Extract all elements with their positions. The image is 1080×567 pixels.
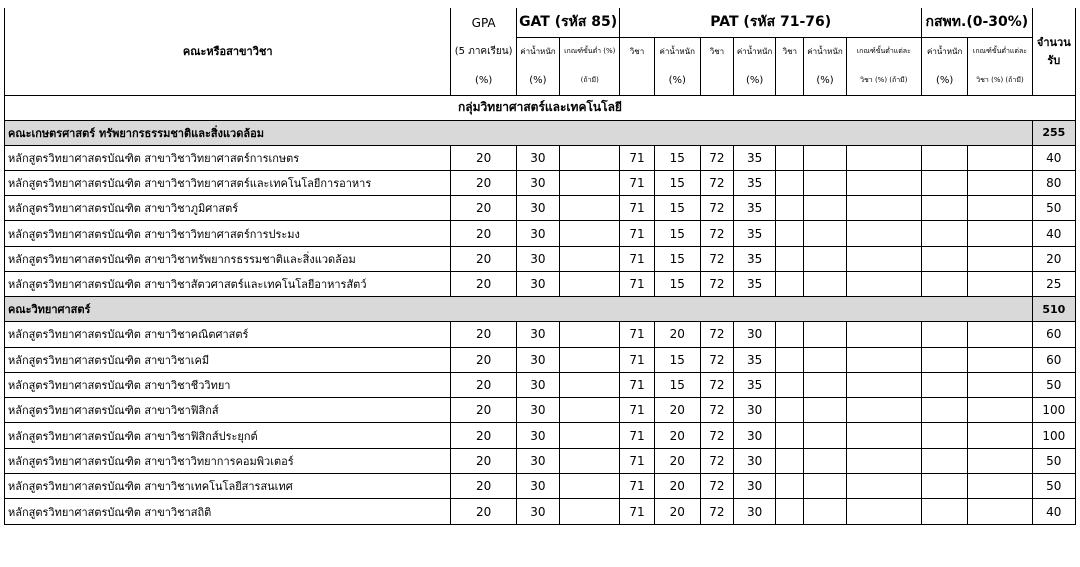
cell-pat-subject-1: 71 [620, 372, 654, 397]
program-name: หลักสูตรวิทยาศาสตรบัณฑิต สาขาวิชาวิทยาศาสตร์และเทคโนโลยีการอาหาร [5, 170, 451, 195]
cell-onet-weight [922, 347, 968, 372]
cell-pat-subject-2: 72 [700, 196, 733, 221]
cell-pat-subject-3 [776, 246, 804, 271]
cell-gpa: 20 [451, 372, 516, 397]
header-pat-weight-3: ค่าน้ำหนัก [804, 37, 846, 66]
cell-pat-min [846, 398, 921, 423]
cell-count: 60 [1032, 322, 1075, 347]
cell-gpa: 20 [451, 145, 516, 170]
cell-onet-weight [922, 145, 968, 170]
header-pat: PAT (รหัส 71-76) [620, 8, 922, 37]
cell-onet-weight [922, 196, 968, 221]
header-pat-subject-3-blank [776, 66, 804, 95]
cell-pat-min [846, 145, 921, 170]
cell-pat-weight-1: 15 [654, 246, 700, 271]
cell-pat-weight-2: 30 [734, 398, 776, 423]
cell-pat-subject-3 [776, 347, 804, 372]
cell-gat-weight: 30 [516, 322, 559, 347]
cell-onet-min [968, 246, 1032, 271]
admission-table-container [4, 8, 1076, 525]
header-count [1032, 8, 1075, 95]
faculty-name: คณะวิทยาศาสตร์ [5, 297, 1033, 322]
cell-onet-min [968, 423, 1032, 448]
cell-pat-subject-2: 72 [700, 322, 733, 347]
cell-count: 60 [1032, 347, 1075, 372]
cell-pat-weight-3 [804, 499, 846, 524]
header-onet-min: เกณฑ์ขั้นต่ำแต่ละ [968, 37, 1032, 66]
cell-gat-weight: 30 [516, 474, 559, 499]
program-name: หลักสูตรวิทยาศาสตรบัณฑิต สาขาวิชาฟิสิกส์ [5, 398, 451, 423]
cell-onet-weight [922, 499, 968, 524]
cell-pat-weight-2: 30 [734, 474, 776, 499]
cell-gat-weight: 30 [516, 196, 559, 221]
cell-pat-subject-2: 72 [700, 347, 733, 372]
cell-pat-weight-2: 35 [734, 145, 776, 170]
program-name: หลักสูตรวิทยาศาสตรบัณฑิต สาขาวิชาภูมิศาสตร์ [5, 196, 451, 221]
cell-gat-min [560, 423, 620, 448]
header-gpa-pct: (%) [451, 66, 516, 95]
faculty-total: 510 [1032, 297, 1075, 322]
group-title: กลุ่มวิทยาศาสตร์และเทคโนโลยี [5, 95, 1076, 120]
cell-pat-weight-1: 15 [654, 221, 700, 246]
cell-gat-min [560, 474, 620, 499]
cell-gat-min [560, 246, 620, 271]
program-name: หลักสูตรวิทยาศาสตรบัณฑิต สาขาวิชาฟิสิกส์ประยุกต์ [5, 423, 451, 448]
cell-pat-weight-2: 35 [734, 170, 776, 195]
cell-count: 100 [1032, 398, 1075, 423]
faculty-row [5, 120, 1076, 145]
cell-gat-weight: 30 [516, 271, 559, 296]
header-gat-weight: ค่าน้ำหนัก [516, 37, 559, 66]
cell-onet-weight [922, 271, 968, 296]
cell-onet-weight [922, 246, 968, 271]
cell-onet-min [968, 347, 1032, 372]
cell-pat-subject-1: 71 [620, 246, 654, 271]
cell-pat-subject-2: 72 [700, 271, 733, 296]
cell-pat-subject-3 [776, 322, 804, 347]
program-name: หลักสูตรวิทยาศาสตรบัณฑิต สาขาวิชาวิทยาศาสตร์การเกษตร [5, 145, 451, 170]
cell-pat-weight-1: 15 [654, 271, 700, 296]
cell-count: 20 [1032, 246, 1075, 271]
cell-pat-subject-2: 72 [700, 170, 733, 195]
cell-onet-min [968, 499, 1032, 524]
cell-pat-weight-3 [804, 271, 846, 296]
table-row [5, 246, 1076, 271]
cell-pat-weight-1: 15 [654, 372, 700, 397]
cell-onet-min [968, 196, 1032, 221]
cell-pat-subject-3 [776, 271, 804, 296]
program-name: หลักสูตรวิทยาศาสตรบัณฑิต สาขาวิชาชีววิทยา [5, 372, 451, 397]
cell-pat-weight-2: 35 [734, 221, 776, 246]
cell-onet-min [968, 474, 1032, 499]
cell-pat-subject-2: 72 [700, 474, 733, 499]
cell-pat-weight-2: 30 [734, 499, 776, 524]
cell-onet-min [968, 322, 1032, 347]
cell-pat-weight-3 [804, 145, 846, 170]
cell-gat-weight: 30 [516, 423, 559, 448]
cell-gpa: 20 [451, 246, 516, 271]
header-onet-weight-pct: (%) [922, 66, 968, 95]
cell-pat-min [846, 246, 921, 271]
table-row [5, 398, 1076, 423]
header-pat-min: เกณฑ์ขั้นต่ำแต่ละ [846, 37, 921, 66]
cell-pat-subject-3 [776, 145, 804, 170]
table-row [5, 170, 1076, 195]
program-name: หลักสูตรวิทยาศาสตรบัณฑิต สาขาวิชาสัตวศาสตร์และเทคโนโลยีอาหารสัตว์ [5, 271, 451, 296]
cell-gat-weight: 30 [516, 347, 559, 372]
cell-gpa: 20 [451, 170, 516, 195]
table-row [5, 372, 1076, 397]
cell-gat-weight: 30 [516, 145, 559, 170]
cell-gat-weight: 30 [516, 398, 559, 423]
cell-onet-weight [922, 221, 968, 246]
cell-pat-subject-3 [776, 196, 804, 221]
table-body [5, 120, 1076, 524]
cell-pat-min [846, 196, 921, 221]
header-gat: GAT (รหัส 85) [516, 8, 620, 37]
cell-onet-weight [922, 398, 968, 423]
cell-gpa: 20 [451, 196, 516, 221]
header-onet-min-sub: วิชา (%) (ถ้ามี) [968, 66, 1032, 95]
cell-onet-weight [922, 474, 968, 499]
cell-pat-weight-3 [804, 474, 846, 499]
table-row [5, 322, 1076, 347]
table-row [5, 448, 1076, 473]
cell-pat-weight-2: 30 [734, 423, 776, 448]
cell-gpa: 20 [451, 221, 516, 246]
cell-onet-weight [922, 423, 968, 448]
table-row [5, 196, 1076, 221]
program-name: หลักสูตรวิทยาศาสตรบัณฑิต สาขาวิชาสถิติ [5, 499, 451, 524]
cell-pat-weight-2: 35 [734, 347, 776, 372]
cell-gat-weight: 30 [516, 246, 559, 271]
header-gat-min: เกณฑ์ขั้นต่ำ (%) [560, 37, 620, 66]
cell-pat-subject-1: 71 [620, 423, 654, 448]
cell-pat-min [846, 423, 921, 448]
cell-pat-subject-1: 71 [620, 221, 654, 246]
cell-pat-weight-1: 15 [654, 170, 700, 195]
faculty-row [5, 297, 1076, 322]
cell-count: 100 [1032, 423, 1075, 448]
cell-pat-subject-1: 71 [620, 170, 654, 195]
cell-onet-weight [922, 322, 968, 347]
cell-pat-weight-3 [804, 448, 846, 473]
cell-gpa: 20 [451, 499, 516, 524]
cell-gat-min [560, 170, 620, 195]
cell-pat-subject-1: 71 [620, 322, 654, 347]
cell-pat-weight-2: 35 [734, 372, 776, 397]
program-name: หลักสูตรวิทยาศาสตรบัณฑิต สาขาวิชาคณิตศาสตร์ [5, 322, 451, 347]
cell-pat-weight-3 [804, 322, 846, 347]
cell-count: 50 [1032, 196, 1075, 221]
cell-gat-min [560, 322, 620, 347]
cell-gpa: 20 [451, 423, 516, 448]
cell-pat-subject-2: 72 [700, 145, 733, 170]
cell-pat-min [846, 271, 921, 296]
table-row [5, 474, 1076, 499]
header-gpa-sub: (5 ภาคเรียน) [451, 37, 516, 66]
table-row [5, 423, 1076, 448]
faculty-total: 255 [1032, 120, 1075, 145]
cell-pat-subject-1: 71 [620, 271, 654, 296]
header-pat-subject-2: วิชา [700, 37, 733, 66]
table-row [5, 347, 1076, 372]
faculty-name: คณะเกษตรศาสตร์ ทรัพยากรธรรมชาติและสิ่งแวดล้อม [5, 120, 1033, 145]
cell-gat-weight: 30 [516, 372, 559, 397]
table-row [5, 499, 1076, 524]
cell-pat-weight-1: 15 [654, 145, 700, 170]
header-pat-weight-1: ค่าน้ำหนัก [654, 37, 700, 66]
cell-pat-subject-1: 71 [620, 145, 654, 170]
cell-pat-min [846, 221, 921, 246]
cell-pat-min [846, 170, 921, 195]
cell-onet-min [968, 145, 1032, 170]
cell-pat-weight-2: 35 [734, 246, 776, 271]
header-gat-min-sub: (ถ้ามี) [560, 66, 620, 95]
cell-onet-weight [922, 170, 968, 195]
cell-pat-weight-3 [804, 170, 846, 195]
cell-onet-min [968, 221, 1032, 246]
cell-onet-weight [922, 372, 968, 397]
cell-gpa: 20 [451, 448, 516, 473]
cell-pat-subject-1: 71 [620, 398, 654, 423]
cell-pat-weight-2: 30 [734, 322, 776, 347]
admission-criteria-table [4, 8, 1076, 525]
cell-pat-weight-2: 30 [734, 448, 776, 473]
cell-count: 25 [1032, 271, 1075, 296]
header-count-line1: จำนวน [1036, 36, 1071, 50]
cell-pat-subject-2: 72 [700, 398, 733, 423]
cell-pat-subject-2: 72 [700, 221, 733, 246]
cell-count: 40 [1032, 221, 1075, 246]
cell-pat-weight-3 [804, 423, 846, 448]
cell-pat-min [846, 499, 921, 524]
cell-gpa: 20 [451, 347, 516, 372]
cell-gat-min [560, 398, 620, 423]
cell-gat-min [560, 145, 620, 170]
table-row [5, 145, 1076, 170]
cell-pat-weight-1: 20 [654, 423, 700, 448]
cell-pat-subject-2: 72 [700, 448, 733, 473]
program-name: หลักสูตรวิทยาศาสตรบัณฑิต สาขาวิชาเทคโนโลยีสารสนเทศ [5, 474, 451, 499]
header-pat-weight-2-pct: (%) [734, 66, 776, 95]
cell-gpa: 20 [451, 398, 516, 423]
cell-pat-weight-2: 35 [734, 196, 776, 221]
cell-gat-weight: 30 [516, 499, 559, 524]
cell-gat-weight: 30 [516, 221, 559, 246]
table-header [5, 8, 1076, 120]
program-name: หลักสูตรวิทยาศาสตรบัณฑิต สาขาวิชาทรัพยากรธรรมชาติและสิ่งแวดล้อม [5, 246, 451, 271]
cell-gat-min [560, 221, 620, 246]
header-pat-min-sub: วิชา (%) (ถ้ามี) [846, 66, 921, 95]
cell-pat-weight-1: 20 [654, 398, 700, 423]
cell-gat-weight: 30 [516, 170, 559, 195]
cell-pat-subject-1: 71 [620, 448, 654, 473]
cell-pat-subject-2: 72 [700, 499, 733, 524]
cell-pat-weight-1: 20 [654, 322, 700, 347]
table-row [5, 221, 1076, 246]
header-pat-weight-2: ค่าน้ำหนัก [734, 37, 776, 66]
cell-pat-subject-2: 72 [700, 423, 733, 448]
header-pat-weight-1-pct: (%) [654, 66, 700, 95]
header-program-column: คณะหรือสาขาวิชา [5, 8, 451, 95]
cell-pat-weight-1: 15 [654, 347, 700, 372]
cell-pat-min [846, 372, 921, 397]
cell-pat-weight-1: 20 [654, 499, 700, 524]
cell-gpa: 20 [451, 271, 516, 296]
cell-pat-subject-2: 72 [700, 246, 733, 271]
cell-pat-weight-3 [804, 246, 846, 271]
cell-pat-weight-3 [804, 221, 846, 246]
cell-count: 50 [1032, 372, 1075, 397]
header-pat-subject-1: วิชา [620, 37, 654, 66]
cell-pat-subject-3 [776, 170, 804, 195]
cell-count: 40 [1032, 145, 1075, 170]
cell-count: 80 [1032, 170, 1075, 195]
cell-gat-min [560, 347, 620, 372]
cell-pat-subject-3 [776, 221, 804, 246]
header-pat-weight-3-pct: (%) [804, 66, 846, 95]
cell-pat-min [846, 474, 921, 499]
cell-pat-weight-1: 20 [654, 448, 700, 473]
cell-gat-min [560, 372, 620, 397]
cell-pat-weight-1: 15 [654, 196, 700, 221]
header-onet: กสพท.(0-30%) [922, 8, 1033, 37]
cell-pat-weight-3 [804, 347, 846, 372]
cell-pat-subject-1: 71 [620, 499, 654, 524]
cell-count: 50 [1032, 448, 1075, 473]
cell-onet-weight [922, 448, 968, 473]
cell-gpa: 20 [451, 474, 516, 499]
cell-gat-min [560, 271, 620, 296]
header-count-line2: รับ [1047, 54, 1061, 68]
cell-pat-weight-3 [804, 196, 846, 221]
cell-pat-min [846, 448, 921, 473]
cell-onet-min [968, 271, 1032, 296]
cell-gpa: 20 [451, 322, 516, 347]
cell-onet-min [968, 372, 1032, 397]
cell-gat-min [560, 448, 620, 473]
cell-pat-subject-1: 71 [620, 196, 654, 221]
cell-pat-weight-3 [804, 372, 846, 397]
table-row [5, 271, 1076, 296]
cell-pat-subject-1: 71 [620, 474, 654, 499]
cell-pat-subject-3 [776, 398, 804, 423]
cell-pat-min [846, 347, 921, 372]
program-name: หลักสูตรวิทยาศาสตรบัณฑิต สาขาวิชาเคมี [5, 347, 451, 372]
cell-pat-weight-2: 35 [734, 271, 776, 296]
cell-pat-subject-3 [776, 474, 804, 499]
cell-onet-min [968, 398, 1032, 423]
header-pat-subject-2-blank [700, 66, 733, 95]
cell-gat-min [560, 196, 620, 221]
cell-pat-subject-2: 72 [700, 372, 733, 397]
header-onet-weight: ค่าน้ำหนัก [922, 37, 968, 66]
header-pat-subject-3: วิชา [776, 37, 804, 66]
cell-pat-weight-3 [804, 398, 846, 423]
program-name: หลักสูตรวิทยาศาสตรบัณฑิต สาขาวิชาวิทยาศาสตร์การประมง [5, 221, 451, 246]
cell-onet-min [968, 448, 1032, 473]
cell-pat-weight-1: 20 [654, 474, 700, 499]
cell-pat-subject-3 [776, 372, 804, 397]
cell-pat-subject-1: 71 [620, 347, 654, 372]
cell-gat-weight: 30 [516, 448, 559, 473]
cell-count: 50 [1032, 474, 1075, 499]
cell-gat-min [560, 499, 620, 524]
cell-pat-min [846, 322, 921, 347]
cell-pat-subject-3 [776, 423, 804, 448]
header-gpa: GPA [451, 8, 516, 37]
cell-pat-subject-3 [776, 499, 804, 524]
cell-onet-min [968, 170, 1032, 195]
cell-pat-subject-3 [776, 448, 804, 473]
cell-count: 40 [1032, 499, 1075, 524]
header-pat-subject-1-blank [620, 66, 654, 95]
program-name: หลักสูตรวิทยาศาสตรบัณฑิต สาขาวิชาวิทยาการคอมพิวเตอร์ [5, 448, 451, 473]
header-gat-weight-pct: (%) [516, 66, 559, 95]
